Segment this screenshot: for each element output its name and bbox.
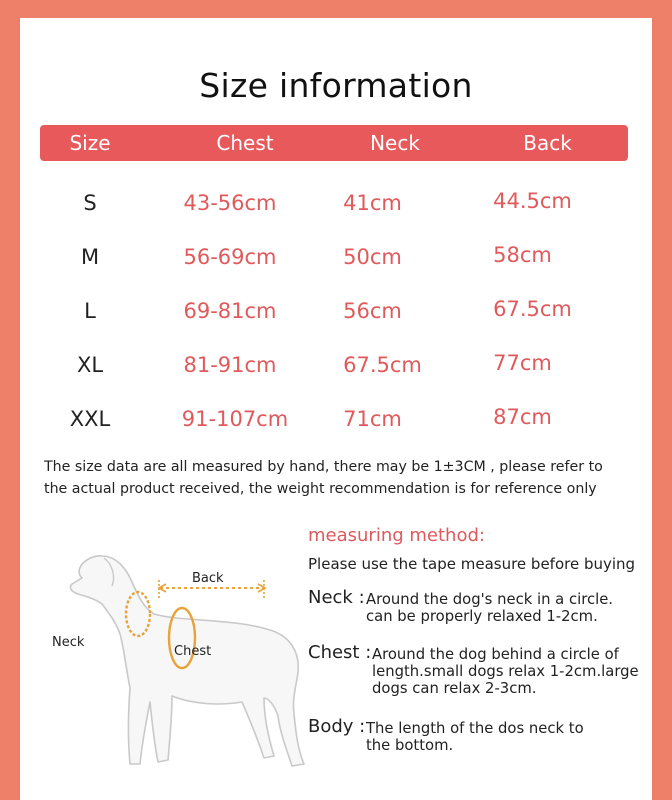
size-cell: XXL [69,407,111,431]
measuring-title: measuring method: [308,525,485,546]
measure-line: Around the dog's neck in a circle. [366,591,614,608]
measure-label: Neck : [308,587,365,608]
size-chart-card [20,18,652,800]
measure-line: length.small dogs relax 1-2cm.large [372,663,639,680]
header-size: Size [69,131,111,155]
header-neck: Neck [370,131,420,155]
size-cell: XL [76,353,104,377]
table-row [20,345,652,385]
chest-cell: 56-69cm [183,245,277,269]
chest-cell: 81-91cm [183,353,277,377]
neck-label: Neck [52,635,85,650]
measuring-intro: Please use the tape measure before buying [308,555,636,573]
back-cell: 77cm [493,351,552,375]
chest-cell: 69-81cm [183,299,277,323]
table-header [40,125,628,161]
table-row [20,237,652,277]
measure-line: can be properly relaxed 1-2cm. [366,608,598,625]
neck-cell: 41cm [343,191,402,215]
header-chest: Chest [216,131,274,155]
note-line: the actual product received, the weight recommendation is for reference only [44,481,597,497]
note-line: The size data are all measured by hand, there may be 1±3CM , please refer to [44,459,603,475]
neck-cell: 71cm [343,407,402,431]
back-cell: 67.5cm [493,297,572,321]
size-cell: L [84,299,96,323]
neck-cell: 56cm [343,299,402,323]
measure-label: Chest : [308,642,372,663]
measure-label: Body : [308,716,366,737]
measure-line: dogs can relax 2-3cm. [372,680,537,697]
measure-text [366,591,613,625]
back-cell: 87cm [493,405,552,429]
measure-line: The length of the dos neck to [366,720,584,737]
page-title: Size information [199,66,473,105]
measure-text [366,720,584,754]
chest-cell: 43-56cm [183,191,277,215]
dog-diagram [42,538,312,783]
size-cell: M [80,245,100,269]
measure-line: the bottom. [366,737,454,754]
dog-outline-icon [70,556,304,766]
table-row [20,399,652,439]
neck-cell: 50cm [343,245,402,269]
size-cell: S [83,191,97,215]
back-cell: 58cm [493,243,552,267]
neck-cell: 67.5cm [343,353,422,377]
measure-line: Around the dog behind a circle of [372,646,619,663]
table-row [20,291,652,331]
measure-text [372,646,639,697]
back-cell: 44.5cm [493,189,572,213]
size-note [44,456,634,500]
table-row [20,183,652,223]
chest-cell: 91-107cm [181,407,289,431]
header-back: Back [523,131,572,155]
chest-label: Chest [174,644,212,659]
back-label: Back [192,571,224,586]
